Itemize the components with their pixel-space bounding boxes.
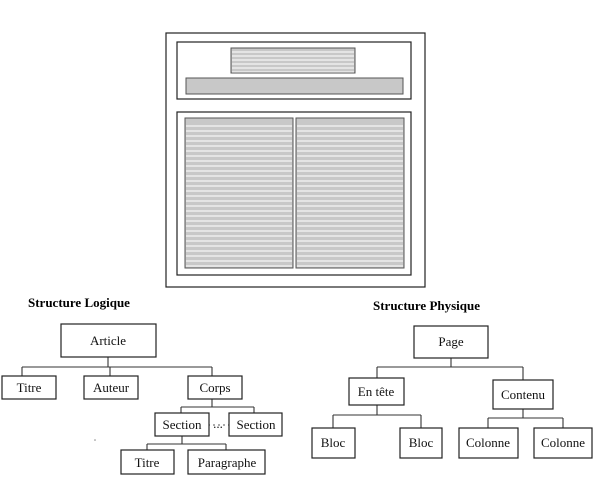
page-mockup — [166, 33, 425, 287]
node-bloc-1 — [312, 428, 355, 458]
svg-text:En tête: En tête — [357, 384, 395, 399]
physical-heading: Structure Physique — [373, 298, 481, 313]
header-subtitle-bar — [186, 78, 403, 94]
svg-text:Page: Page — [438, 334, 464, 349]
node-colonne-1 — [459, 428, 518, 458]
node-corps — [188, 376, 242, 399]
svg-text:Article: Article — [89, 333, 127, 348]
svg-text:Titre: Titre — [134, 455, 160, 470]
node-colonne-2 — [534, 428, 592, 458]
svg-text:Colonne: Colonne — [540, 435, 586, 450]
node-titre-2 — [121, 450, 174, 474]
node-paragraphe — [188, 450, 265, 474]
svg-text:Paragraphe: Paragraphe — [197, 455, 257, 470]
stray-dot — [94, 439, 96, 441]
svg-text:Colonne: Colonne — [465, 435, 511, 450]
svg-text:Bloc: Bloc — [408, 435, 434, 450]
svg-text:Bloc: Bloc — [320, 435, 346, 450]
node-en-tete — [349, 378, 404, 405]
svg-text:Section: Section — [236, 417, 276, 432]
svg-text:Corps: Corps — [199, 380, 231, 395]
node-titre — [2, 376, 56, 399]
logical-heading: Structure Logique — [28, 295, 130, 310]
node-article — [61, 324, 156, 357]
svg-text:Auteur: Auteur — [92, 380, 130, 395]
node-section-2 — [229, 413, 282, 436]
node-auteur — [84, 376, 138, 399]
svg-text:Titre: Titre — [16, 380, 42, 395]
node-contenu — [493, 380, 553, 409]
logical-ellipsis: ... — [213, 416, 223, 431]
physical-tree — [312, 326, 592, 458]
svg-text:Contenu: Contenu — [500, 387, 546, 402]
logical-tree — [2, 324, 282, 474]
svg-text:Section: Section — [162, 417, 202, 432]
node-bloc-2 — [400, 428, 442, 458]
node-page — [414, 326, 488, 358]
node-section-1 — [155, 413, 209, 436]
